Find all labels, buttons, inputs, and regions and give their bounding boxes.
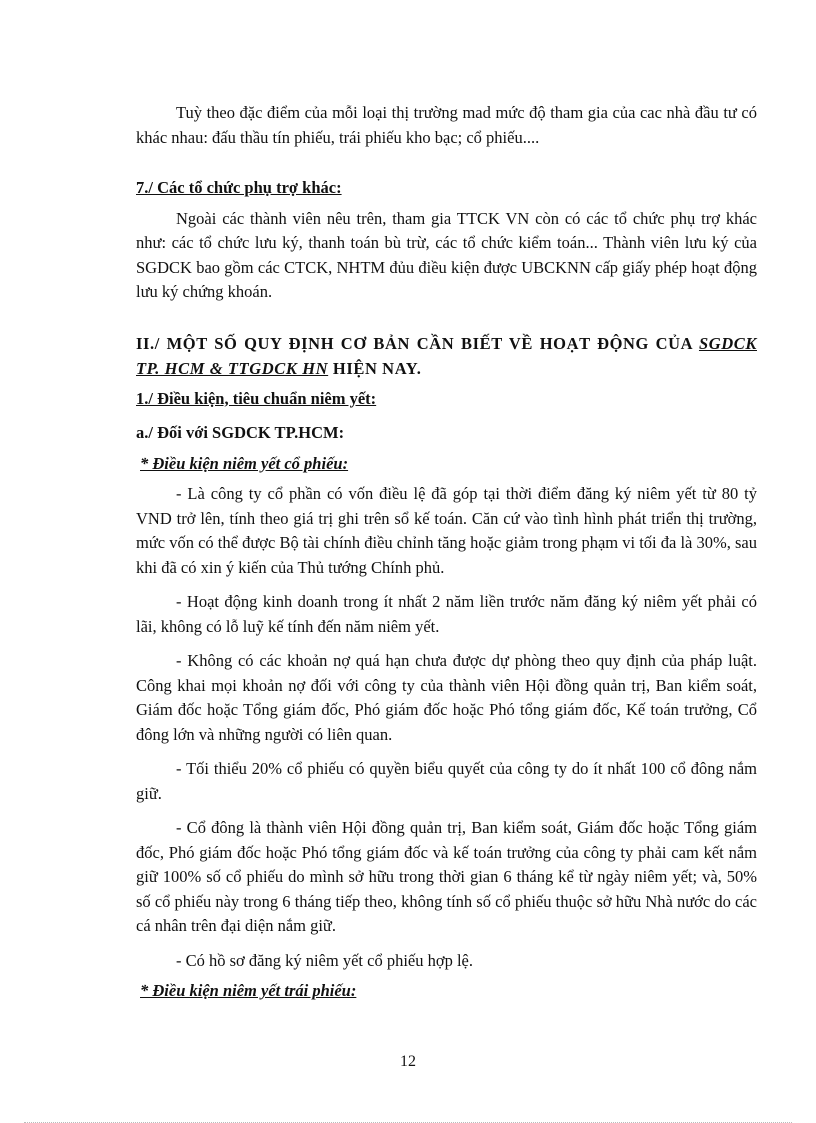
section-II-suffix: HIỆN NAY. (328, 358, 422, 378)
heading-listing-conditions (136, 387, 757, 412)
sub-bond-text: * Điều kiện niêm yết trái phiếu: (140, 981, 357, 1000)
stock-condition-item: - Có hồ sơ đăng ký niêm yết cổ phiếu hợp lệ. (176, 950, 473, 970)
stock-condition-item: - Cổ đông là thành viên Hội đồng quản trị, Ban kiểm soát, Giám đốc hoặc Tổng giám đốc, Phó giám đốc hoặc Phó tổng giám đốc và kế toán trưởng của công ty phải cam kết nắm giữ 100% số cổ phiếu do mình sở hữu trong thời gian 6 tháng kể từ ngày niêm yết; và, 50% số cổ phiếu này trong 6 tháng tiếp theo, không tính số cổ phiếu thuộc sở hữu Nhà nước do các cá nhân trên đại diện nắm giữ. (136, 818, 757, 935)
heading-other-support-organizations (136, 176, 757, 201)
page-number: 12 (400, 1053, 416, 1070)
subheading-bond-conditions (136, 979, 757, 1004)
section-II-emphasis: SGDCK TP. HCM & TTGDCK HN (136, 333, 757, 378)
stock-condition-item: - Hoạt động kinh doanh trong ít nhất 2 năm liền trước năm đăng ký niêm yết phải có lãi, không có lỗ luỹ kế tính đến năm niêm yết. (136, 592, 757, 636)
heading-7-text: 7./ Các tổ chức phụ trợ khác: (136, 178, 342, 197)
intro-paragraph: Tuỳ theo đặc điểm của mỗi loại thị trường mad mức độ tham gia của cac nhà đầu tư có khác nhau: đấu thầu tín phiếu, trái phiếu kho bạc; cổ phiếu.... (136, 103, 757, 147)
heading-a-text: a./ Đối với SGDCK TP.HCM: (136, 423, 345, 442)
support-organizations-paragraph: Ngoài các thành viên nêu trên, tham gia TTCK VN còn có các tổ chức phụ trợ khác như: các tổ chức lưu ký, thanh toán bù trừ, các tổ chức kiểm toán... Thành viên lưu ký của SGDCK bao gồm các CTCK, NHTM đủu điều kiện được UBCKNN cấp giấy phép hoạt động lưu ký chứng khoán. (136, 208, 757, 301)
stock-condition-item: - Không có các khoản nợ quá hạn chưa được dự phòng theo quy định của pháp luật. Công khai mọi khoản nợ đối với công ty của thành viên Hội đồng quản trị, Ban kiểm soát, Giám đốc hoặc Tổng giám đốc, Phó giám đốc hoặc Phó tổng giám đốc, Kế toán trưởng, Cổ đông lớn và những người có liên quan. (136, 651, 757, 744)
subheading-stock-conditions (136, 452, 757, 477)
section-II-prefix: II./ MỘT SỐ QUY ĐỊNH CƠ BẢN CẦN BIẾT VỀ HOẠT ĐỘNG CỦA (136, 333, 699, 353)
page-content (136, 101, 757, 1004)
heading-1-text: 1./ Điều kiện, tiêu chuẩn niêm yết: (136, 388, 377, 408)
section-II-title (136, 331, 757, 381)
heading-hcm-exchange (136, 421, 757, 446)
stock-condition-item: - Là công ty cổ phần có vốn điều lệ đã góp tại thời điểm đăng ký niêm yết từ 80 tỷ VND trở lên, tính theo giá trị ghi trên sổ kế toán. Căn cứ vào tình hình phát triển thị trường, mức vốn có thể được Bộ tài chính điều chỉnh tăng hoặc giảm trong phạm vi tối đa là 30%, sau khi đã có xin ý kiến của Thủ tướng Chính phủ. (136, 484, 757, 577)
stock-condition-item: - Tối thiểu 20% cổ phiếu có quyền biểu quyết của công ty do ít nhất 100 cổ đông nắm giữ. (136, 759, 757, 803)
sub-stock-text: * Điều kiện niêm yết cổ phiếu: (140, 453, 349, 473)
